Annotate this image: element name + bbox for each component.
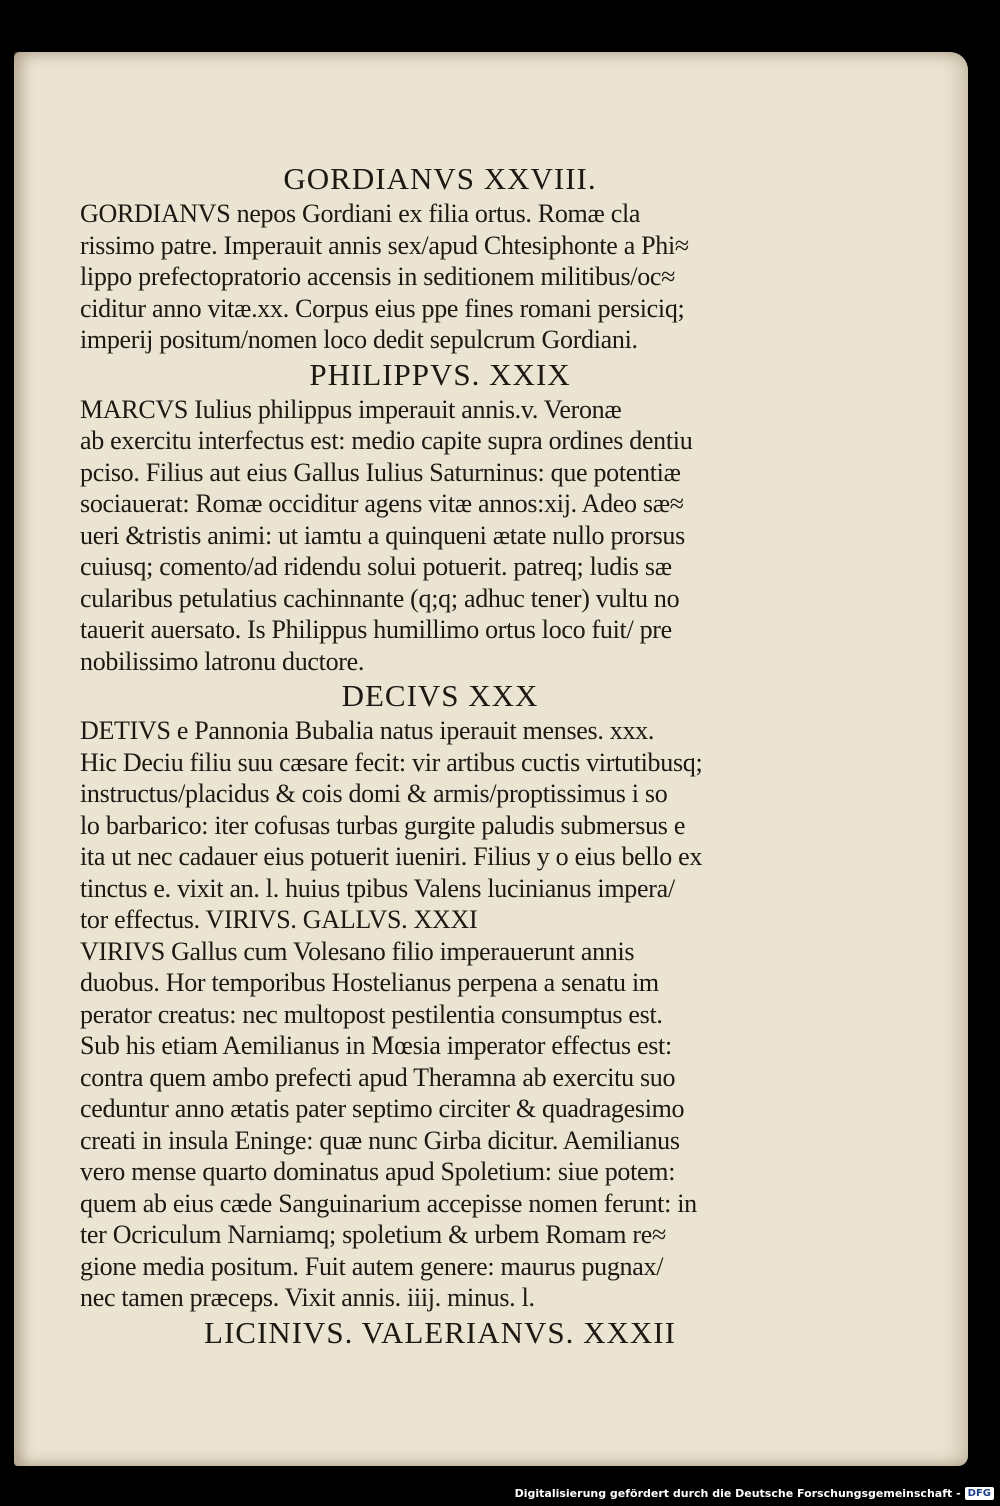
text-line: GORDIANVS nepos Gordiani ex filia ortus. Romæ cla [80, 199, 641, 228]
text-line: VIRIVS Gallus cum Volesano filio imperauerunt annis [80, 936, 635, 966]
text-line: nobilissimo latronu ductore. [80, 646, 365, 676]
text-line: quem ab eius cæde Sanguinarium accepisse nomen ferunt: in [80, 1188, 697, 1218]
page-text [80, 160, 800, 1352]
section-heading-decius: DECIVS XXX [341, 678, 539, 713]
text-line: lo barbarico: iter cofusas turbas gurgite paludis submersus e [80, 810, 686, 840]
section-heading-gordianus: GORDIANVS XXVIII. [283, 161, 597, 196]
text-line: creati in insula Eninge: quæ nunc Girba dicitur. Aemilianus [80, 1125, 680, 1155]
text-line: perator creatus: nec multopost pestilentia consumptus est. [80, 999, 663, 1029]
text-line: tauerit auersato. Is Philippus humillimo ortus loco fuit/ pre [80, 615, 672, 644]
text-line: instructus/placidus & cois domi & armis/proptissimus i so [80, 779, 668, 808]
dfg-logo-icon: DFG [965, 1487, 994, 1500]
text-line: MARCVS Iulius philippus imperauit annis.v. Veronæ [80, 394, 622, 424]
text-line: Sub his etiam Aemilianus in Mœsia imperator effectus est: [80, 1031, 672, 1060]
text-line: pciso. Filius aut eius Gallus Iulius Saturninus: que potentiæ [80, 457, 681, 487]
text-line: cularibus petulatius cachinnante (q;q; adhuc tener) vultu no [80, 583, 680, 613]
text-line: sociauerat: Romæ occiditur agens vitæ annos:xij. Adeo sæ≈ [80, 489, 684, 518]
text-line: lippo prefectopratorio accensis in seditionem militibus/oc≈ [80, 262, 676, 291]
footer-credit-text: Digitalisierung gefördert durch die Deutsche Forschungsgemeinschaft - [514, 1487, 961, 1500]
text-line: ita ut nec cadauer eius potuerit iueniri. Filius y o eius bello ex [80, 842, 703, 871]
text-line: ceduntur anno ætatis pater septimo circiter & quadragesimo [80, 1094, 685, 1123]
text-line: Hic Deciu filiu suu cæsare fecit: vir artibus cuctis virtutibusq; [80, 747, 703, 777]
text-line: ter Ocriculum Narniamq; spoletium & urbem Romam re≈ [80, 1220, 666, 1249]
text-line: cuiusq; comento/ad ridendu solui potuerit. patreq; ludis sæ [80, 552, 672, 581]
text-line: nec tamen præceps. Vixit annis. iiij. minus. l. [80, 1283, 535, 1312]
text-line: tor effectus. VIRIVS. GALLVS. XXXI [80, 905, 478, 934]
section-heading-licinius: LICINIVS. VALERIANVS. XXXII [204, 1314, 676, 1350]
text-line: vero mense quarto dominatus apud Spoletium: siue potem: [80, 1157, 676, 1186]
text-line: ueri &tristis animi: ut iamtu a quinqueni ætate nullo prorsus [80, 520, 685, 550]
digitization-footer [515, 1487, 994, 1500]
text-line: ab exercitu interfectus est: medio capite supra ordines dentiu [80, 426, 693, 455]
text-line: ciditur anno vitæ.xx. Corpus eius ppe fines romani persiciq; [80, 293, 685, 323]
text-line: imperij positum/nomen loco dedit sepulcrum Gordiani. [80, 325, 638, 354]
text-line: rissimo patre. Imperauit annis sex/apud Chtesiphonte a Phi≈ [80, 230, 689, 260]
text-line: duobus. Hor temporibus Hostelianus perpena a senatu im [80, 968, 659, 997]
text-line: tinctus e. vixit an. l. huius tpibus Valens lucinianus impera/ [80, 873, 675, 903]
text-line: contra quem ambo prefecti apud Theramna ab exercitu suo [80, 1062, 676, 1092]
text-line: DETIVS e Pannonia Bubalia natus iperauit menses. xxx. [80, 716, 655, 745]
text-line: gione media positum. Fuit autem genere: maurus pugnax/ [80, 1251, 664, 1281]
section-heading-philippus: PHILIPPVS. XXIX [309, 356, 571, 392]
